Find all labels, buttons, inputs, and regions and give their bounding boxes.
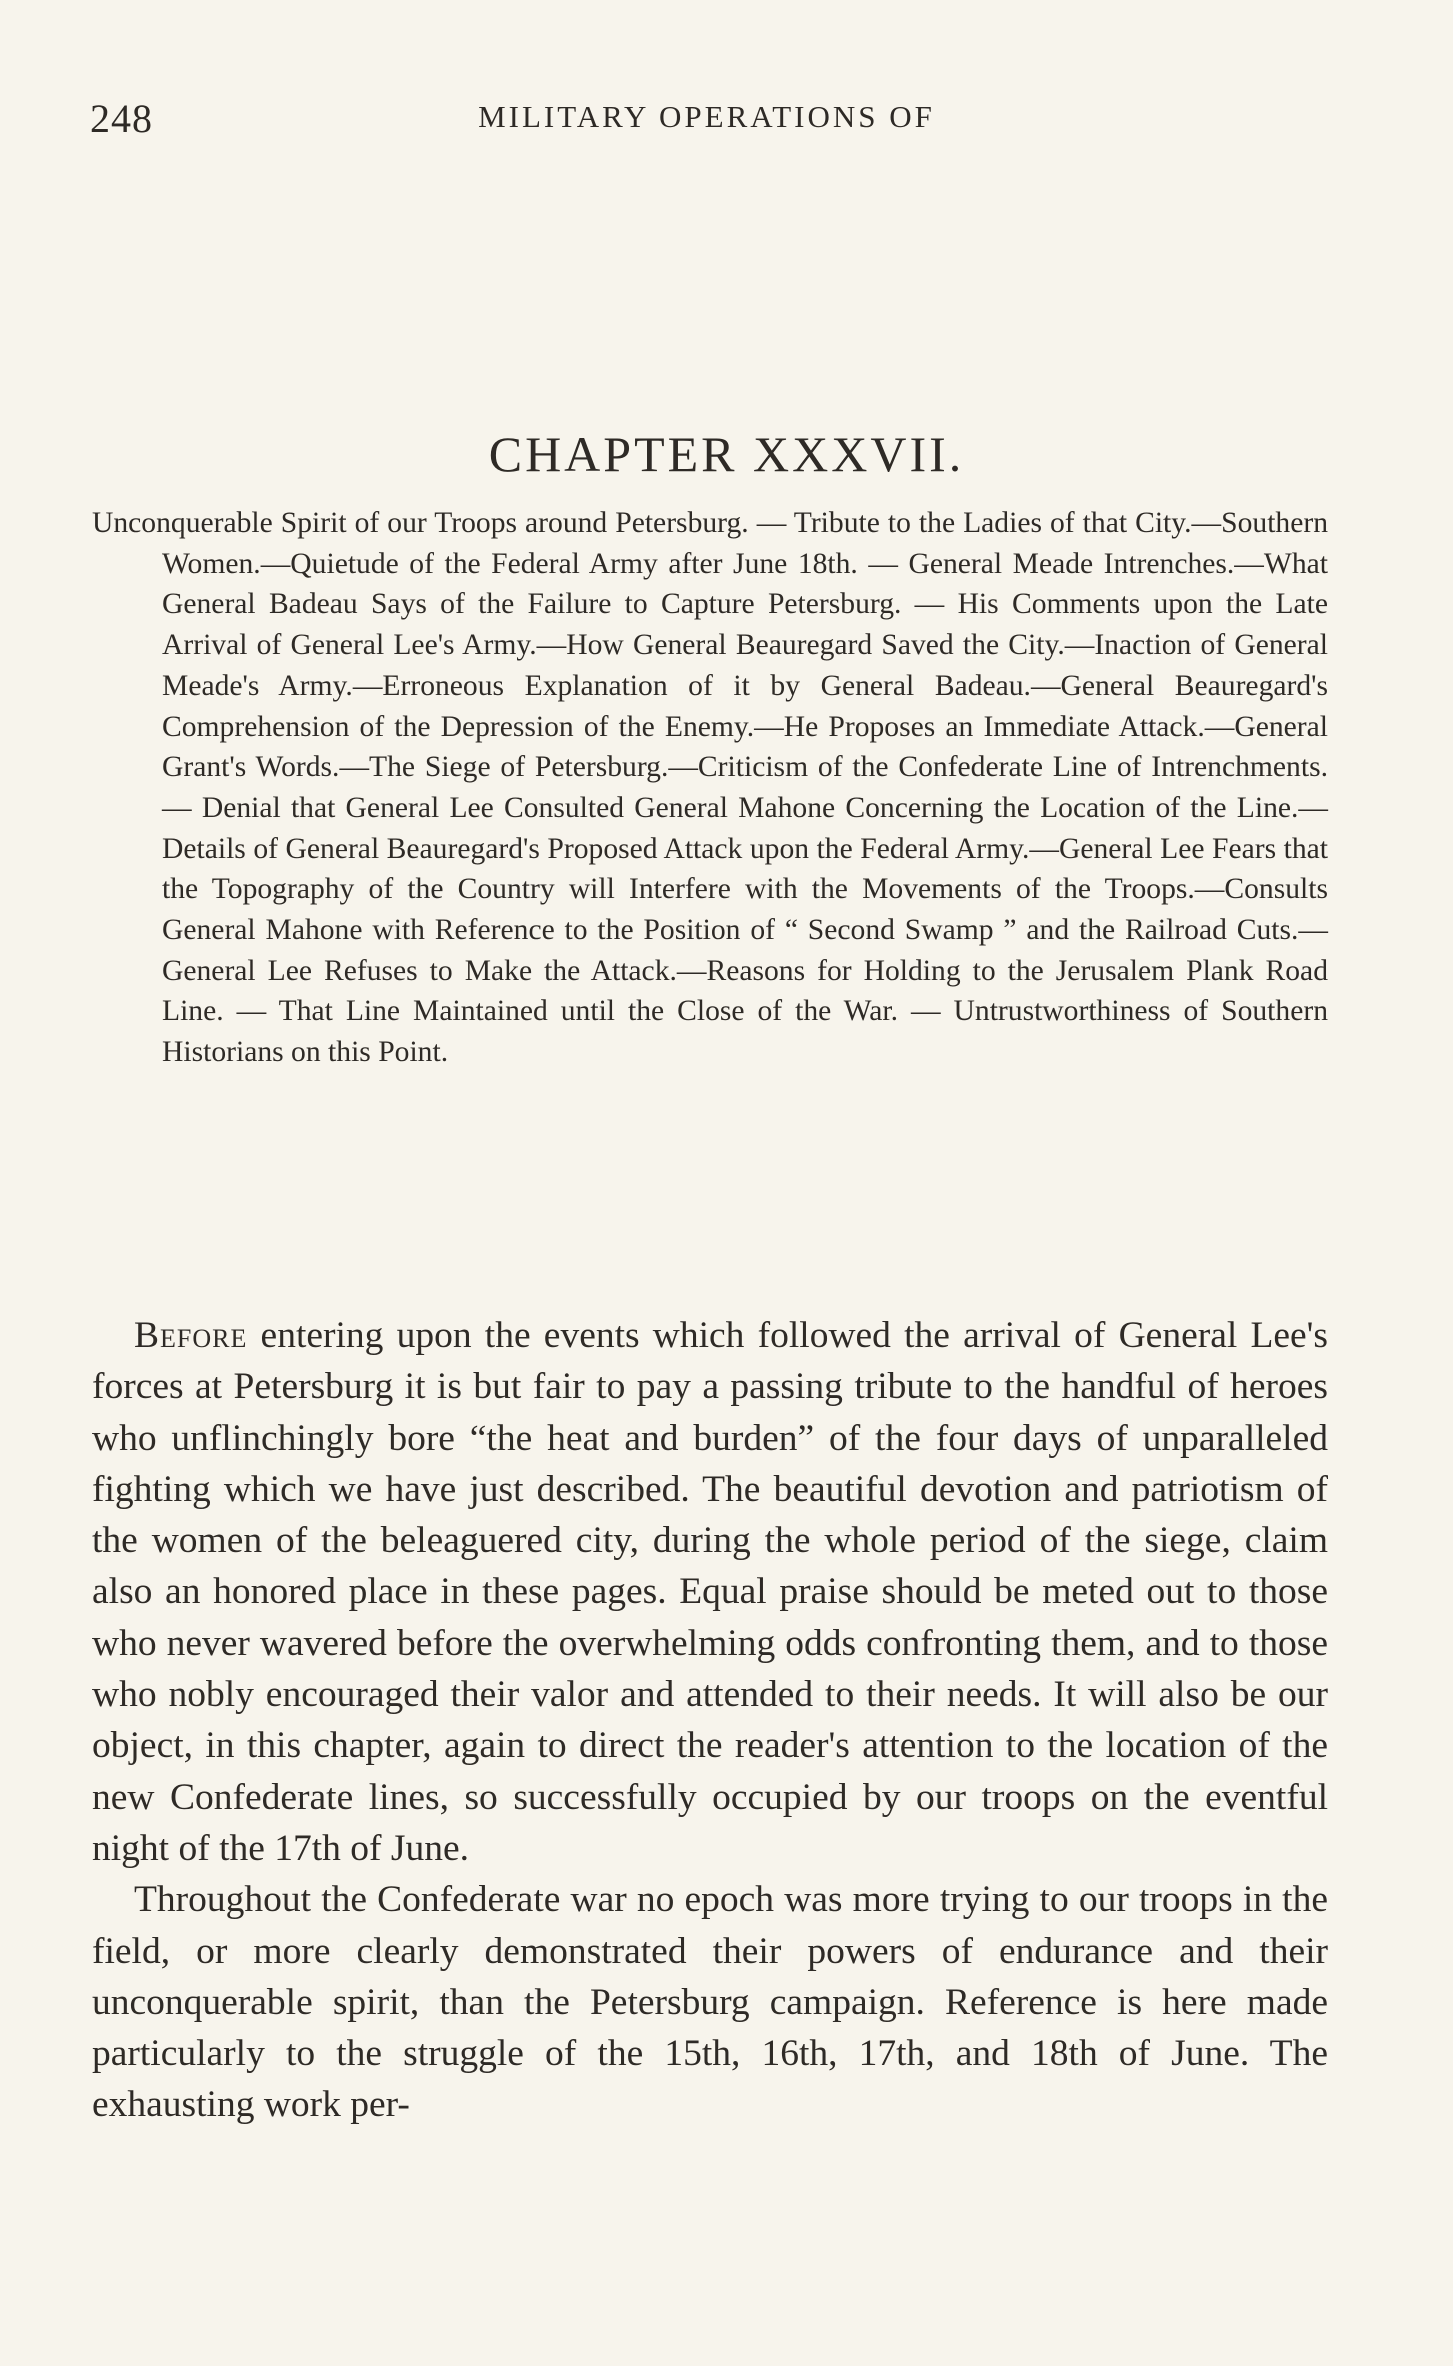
page-number: 248: [90, 96, 153, 141]
running-title: MILITARY OPERATIONS OF: [478, 99, 935, 134]
chapter-title: CHAPTER XXXVII.: [488, 426, 965, 482]
paragraph-text: entering upon the events which followed the arrival of General Lee's forces at Petersburg it is but fair to pay a passing tribute to the handful of heroes who unflinchingly bore “the heat and burden” of the four days of unparalleled fighting which we have just described. The beautiful devotion and patriotism of the women of the beleaguered city, during the whole period of the siege, claim also an honored place in these pages. Equal praise should be meted out to those who never wavered before the overwhelming odds confronting them, and to those who nobly encouraged their valor and attended to their needs. It will also be our object, in this chapter, again to direct the reader's attention to the location of the new Confederate lines, so successfully occupied by our troops on the eventful night of the 17th of June.: [92, 1315, 1328, 1869]
body-text: [92, 1310, 1328, 2131]
body-paragraph: Throughout the Confederate war no epoch was more trying to our troops in the field, or more clearly demonstrated their powers of endurance and their unconquerable spirit, than the Petersburg campaign. Reference is here made particularly to the struggle of the 15th, 16th, 17th, and 18th of June. The exhausting work per-: [92, 1879, 1328, 2126]
running-head: [90, 95, 1323, 145]
chapter-synopsis: Unconquerable Spirit of our Troops around Petersburg. — Tribute to the Ladies of that City.—Southern Women.—Quietude of the Federal Army after June 18th. — General Meade Intrenches.—What General Badeau Says of the Failure to Capture Petersburg. — His Comments upon the Late Arrival of General Lee's Army.—How General Beauregard Saved the City.—Inaction of General Meade's Army.—Erroneous Explanation of it by General Badeau.—General Beauregard's Comprehension of the Depression of the Enemy.—He Proposes an Immediate Attack.—General Grant's Words.—The Siege of Petersburg.—Criticism of the Confederate Line of Intrenchments. — Denial that General Lee Consulted General Mahone Concerning the Location of the Line.—Details of General Beauregard's Proposed Attack upon the Federal Army.—General Lee Fears that the Topography of the Country will Interfere with the Movements of the Troops.—Consults General Mahone with Reference to the Position of “ Second Swamp ” and the Railroad Cuts.—General Lee Refuses to Make the Attack.—Reasons for Holding to the Jerusalem Plank Road Line. — That Line Maintained until the Close of the War. — Untrustworthiness of Southern Historians on this Point.: [92, 507, 1328, 1069]
body-paragraph: [92, 1310, 1328, 1874]
paragraph-lead-word: Before: [134, 1315, 248, 1356]
